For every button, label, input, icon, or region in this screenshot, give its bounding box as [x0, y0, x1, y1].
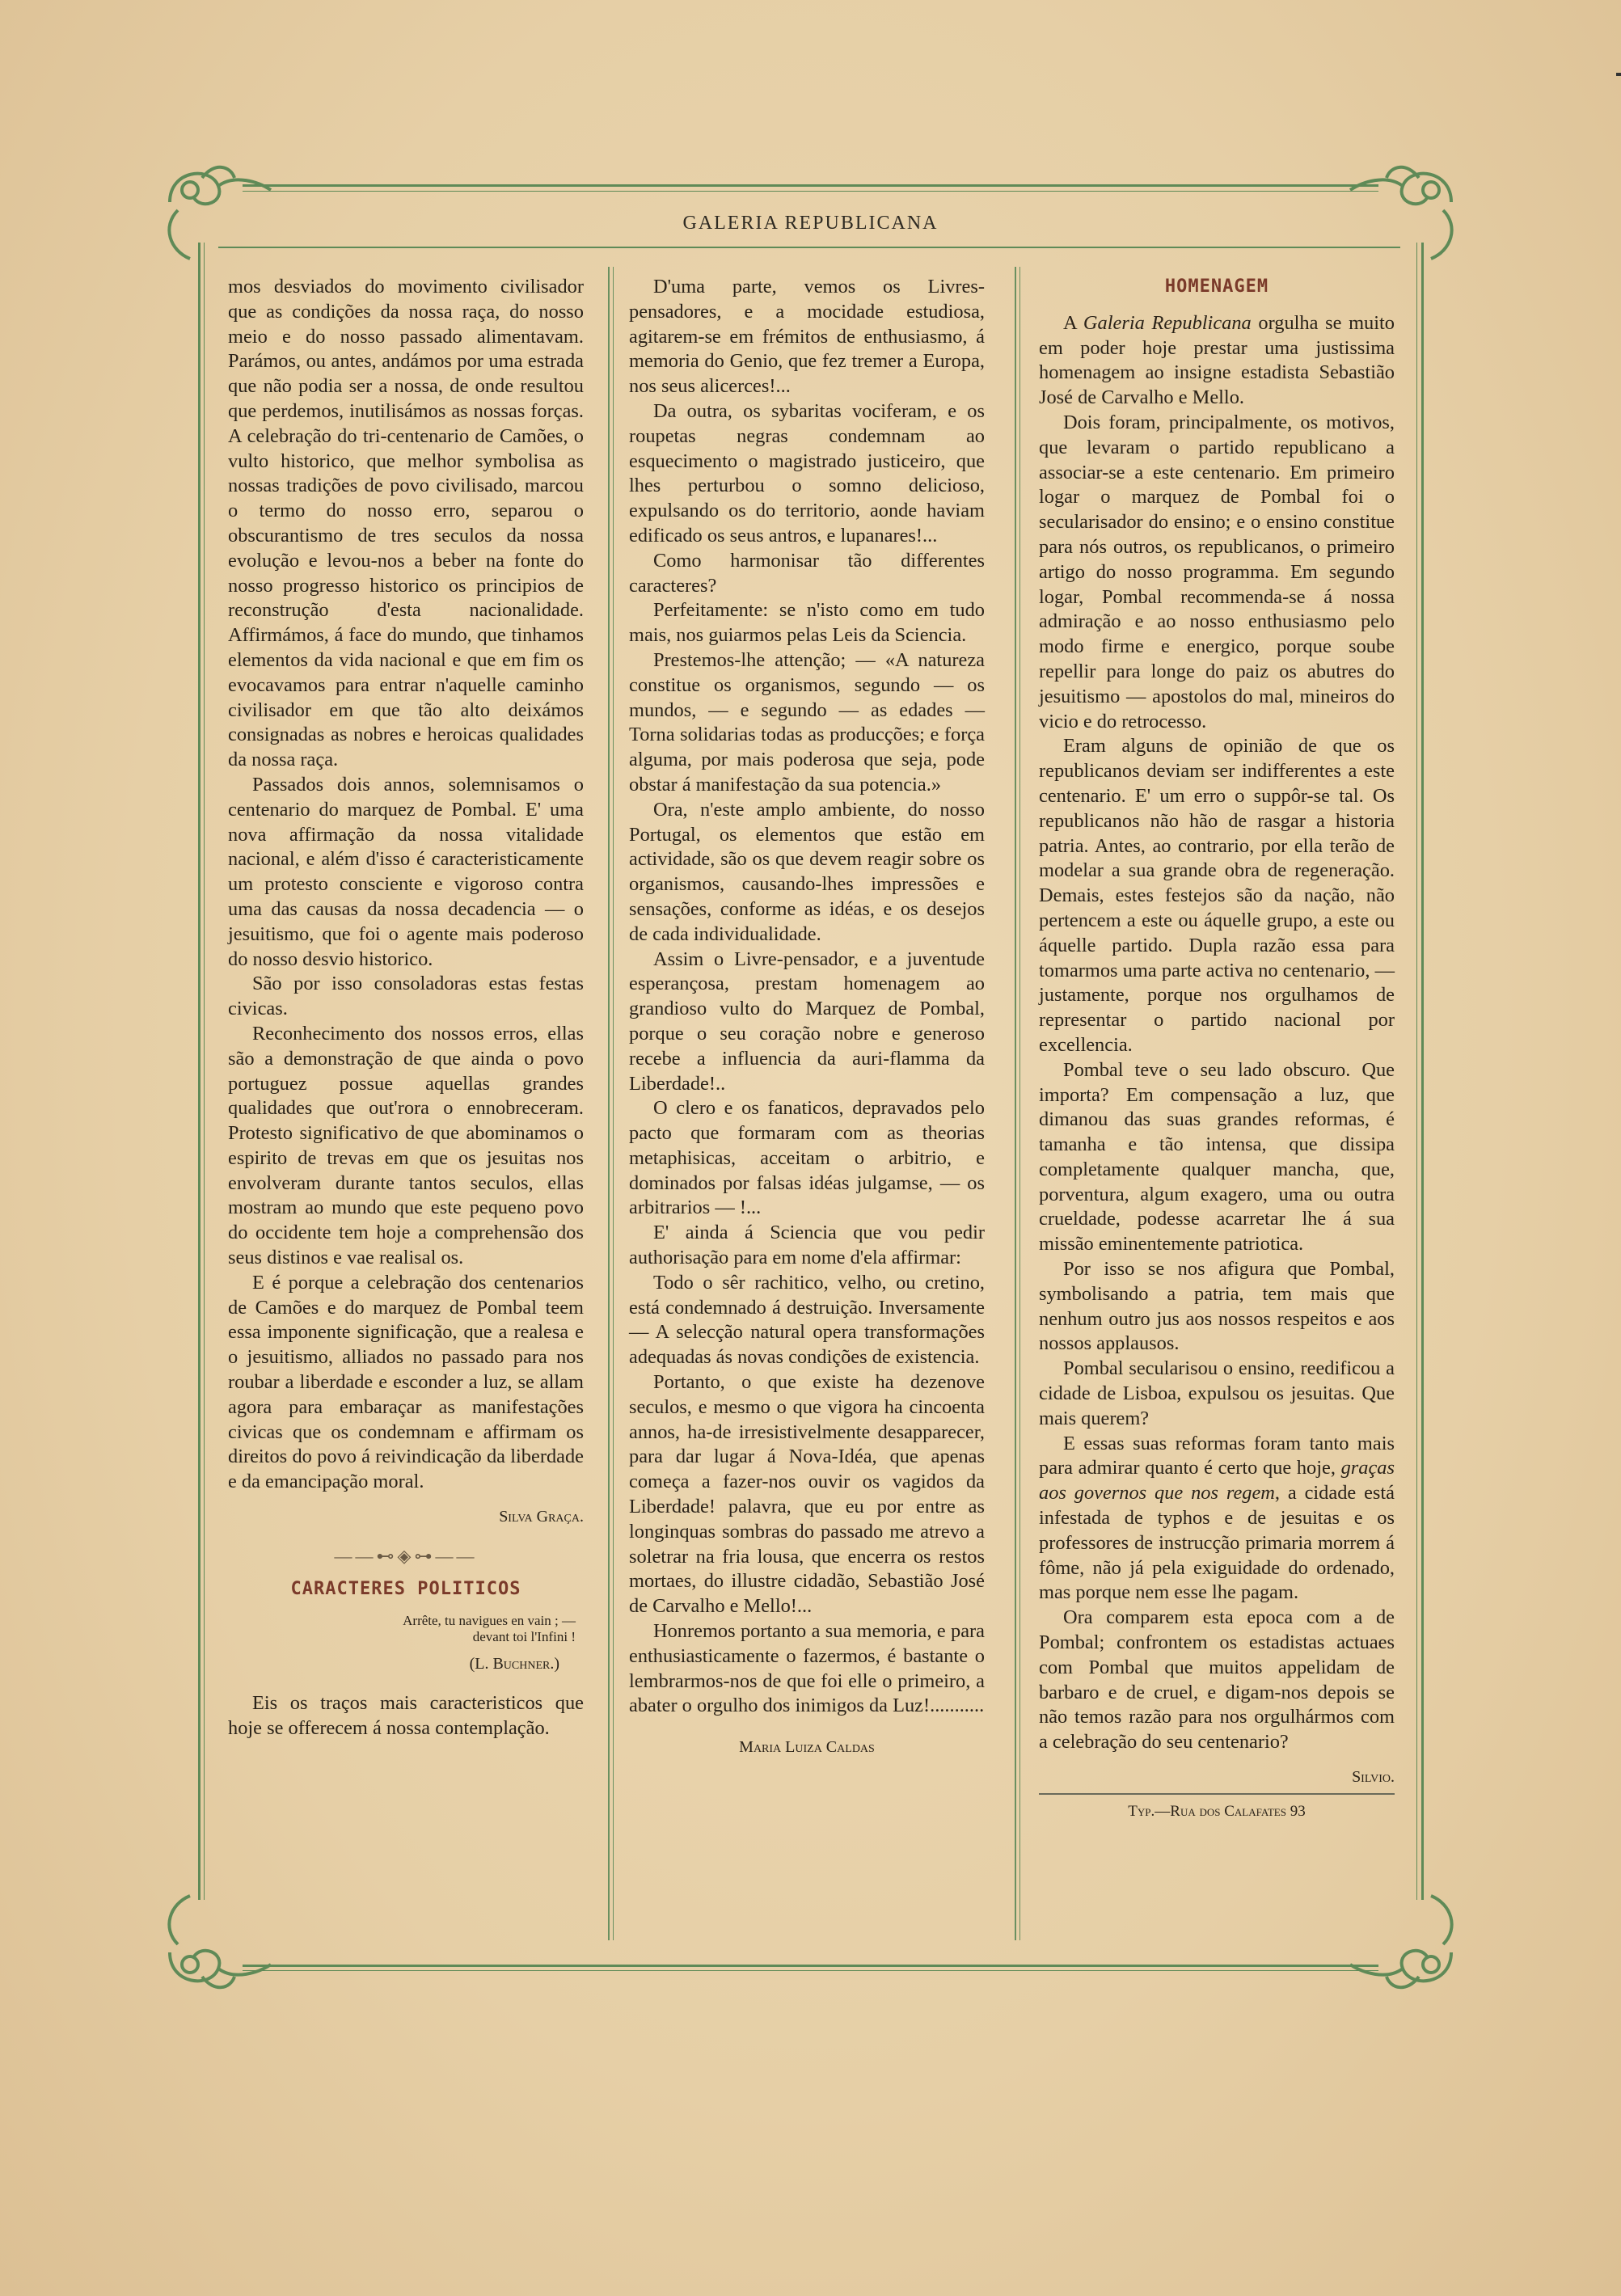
column-divider-1: [608, 267, 610, 1940]
section-title: HOMENAGEM: [1164, 276, 1269, 297]
epigraph-author: (L. Buchner.): [469, 1655, 559, 1673]
section-divider-ornament: ——⊷◈⊶——: [334, 1545, 478, 1566]
paragraph: Honremos portanto a sua memoria, e para enthusiasticamente o fazermos, é bastante o lembrarmos-nos de que foi elle o primeiro, a abater o orgulho dos inimigos da Luz!...........: [629, 1620, 985, 1717]
paragraph: Por isso se nos afigura que Pombal, symbolisando a patria, tem mais que nenhum outro jus aos nossos respeitos e aos nossos applausos.: [1039, 1258, 1395, 1355]
paragraph: Pombal teve o seu lado obscuro. Que importa? Em compensação a luz, que dimanou das suas grandes reformas, é tamanha e tão intensa, que dissipa completamente qualquer mancha, que, porventura, algum exagero, uma ou outra crueldade, podesse acarretar lhe á sua missão eminentemente patriotica.: [1039, 1058, 1395, 1256]
paragraph-intro: [1039, 311, 1395, 411]
paragraph: Dois foram, principalmente, os motivos, que levaram o partido republicano a associar-se a este centenario. Em primeiro logar o marquez de Pombal foi o secularisador do ensino; e o ensino constitue para nós outros, os republicanos, o primeiro artigo do nosso programma. Em segundo logar, Pombal recommenda-se á nossa admiração e ao nosso enthusiasmo pelo modo firme e energico, porque soube repellir para longe do paiz os abutres do jesuitismo — apostolos do mal, mineiros do vicio e do retrocesso.: [1039, 411, 1395, 732]
frame-top-rule-inner: [243, 191, 1378, 192]
intro-rest: orgulha se muito em poder hoje prestar uma justissima homenagem ao insigne estadista Sebastião José de Carvalho e Mello.: [1039, 311, 1395, 409]
author-signature: Maria Luiza Caldas: [739, 1738, 875, 1757]
section-title: CARACTERES POLITICOS: [290, 1578, 521, 1599]
paragraph: Da outra, os sybaritas vociferam, e os roupetas negras condemnam ao esquecimento o magistrado justiceiro, que lhes perturbou o somno delicioso, expulsando os do territorio, aonde haviam edificado os seus antros, e lupanares!...: [629, 399, 985, 547]
corner-ornament-top-left: [154, 154, 275, 267]
frame-below-header-rule: [218, 247, 1400, 248]
paragraph: mos desviados do movimento civilisador que as condições da nossa raça, do nosso meio e do nosso passado alimentavam. Parámos, ou antes, andámos por uma estrada que não podia ser a nossa, de onde resultou que perdemos, inutilisámos as nossas forças. A celebração do tri-centenario de Camões, o vulto historico, que melhor symbolisa as nossas tradições de povo civilisado, marcou o termo do nosso erro, separou o obscurantismo de tres seculos da nossa evolução e levou-nos a beber na fonte do nosso progresso historico os principios de reconstrução d'esta nacionalidade. Affirmámos, á face do mundo, que tinhamos elementos da vida nacional e que em fim os evocavamos para entrar n'aquelle caminho civilisador em que tão alto deixámos consignadas as nobres e heroicas qualidades da nossa raça.: [228, 276, 584, 771]
intro-prefix: A: [1063, 311, 1083, 334]
reforms-italic: graças aos governos que nos regem: [1039, 1457, 1395, 1505]
frame-top-rule: [243, 184, 1378, 187]
paragraph-reforms: [1039, 1432, 1395, 1606]
paragraph: E é porque a celebração dos centenarios de Camões e do marquez de Pombal teem essa imponente significação, que a realesa e o jesuitismo, alliados no passado para nos roubar a liberdade e esconder a luz, se allam agora para embaraçar as manifestações civicas que os condemnam e affirmam os direitos do povo á reivindicação da liberdade e da emancipação moral.: [228, 1271, 584, 1493]
author-signature: Silva Graça.: [499, 1508, 584, 1526]
page-header-title: GALERIA REPUBLICANA: [682, 213, 939, 234]
paragraph: Pombal secularisou o ensino, reedificou a cidade de Lisboa, expulsou os jesuitas. Que mais querem?: [1039, 1357, 1395, 1429]
corner-ornament-top-right: [1346, 154, 1467, 267]
paragraph: Como harmonisar tão differentes caracteres?: [629, 549, 985, 597]
paragraph: São por isso consoladoras estas festas civicas.: [228, 973, 584, 1020]
paragraph: E' ainda á Sciencia que vou pedir authorisação para em nome d'ela affirmar:: [629, 1222, 985, 1269]
paragraph: Passados dois annos, solemnisamos o centenario do marquez de Pombal. E' uma nova affirmação da nossa vitalidade nacional, e além d'isso é caracteristicamente um protesto consciente e vigoroso contra uma das causas da nossa decadencia — o jesuitismo, que foi o agente mais poderoso do nosso desvio historico.: [228, 773, 584, 970]
column-divider-1b: [613, 267, 614, 1940]
frame-bottom-rule: [243, 1965, 1378, 1967]
reforms-before: E essas suas reformas foram tanto mais para admirar quanto é certo que hoje,: [1039, 1432, 1395, 1479]
paragraph: Todo o sêr rachitico, velho, ou cretino, está condemnado á destruição. Inversamente — A selecção natural opera transformações adequadas ás novas condições de existencia.: [629, 1271, 985, 1369]
paragraph: Perfeitamente: se n'isto como em tudo mais, nos guiarmos pelas Leis da Sciencia.: [629, 599, 985, 647]
paragraph: Assim o Livre-pensador, e a juventude esperançosa, prestam homenagem ao grandioso vulto do Marquez de Pombal, porque o seu coração nobre e generoso recebe a influencia da auri-flamma da Liberdade!..: [629, 948, 985, 1095]
paragraph: O clero e os fanaticos, depravados pelo pacto que formaram com as theorias metaphisicas, acceitam o arbitrio, e dominados por falsas idéas julgamse, — os arbitrarios — !...: [629, 1097, 985, 1219]
frame-bottom-rule-inner: [243, 1970, 1378, 1971]
column-1: [228, 275, 584, 1741]
corner-ornament-bottom-right: [1346, 1888, 1467, 2001]
column-2: [629, 275, 985, 1760]
horizontal-rule: [1039, 1793, 1395, 1795]
paragraph: Ora comparem esta epoca com a de Pombal; confrontem os estadistas actuaes com Pombal que muitos appelidam de barbaro e de cruel, e digam-nos depois se não temos razão para nos orgulhármos com a celebração do seu centenario?: [1039, 1606, 1395, 1754]
edge-mark: [1616, 73, 1621, 76]
reforms-after: , a cidade está infestada de typhos e de jesuitas e os professores de instrucção primaria morrem á fôme, não já pela exiguidade do ordenado, mas porque nem esse lhe pagam.: [1039, 1482, 1395, 1604]
corner-ornament-bottom-left: [154, 1888, 275, 2001]
printer-imprint: Typ.—Rua dos Calafates 93: [1128, 1802, 1306, 1820]
paragraph: Reconhecimento dos nossos erros, ellas são a demonstração de que ainda o povo portuguez possue aquellas grandes qualidades que out'rora o ennobreceram. Protesto significativo de que abominamos o espirito de trevas em que os jesuitas nos envolveram durante tantos seculos, ellas mostram ao mundo que este pequeno povo do occidente tem hoje a comprehensão dos seus distinos e vae realisal os.: [228, 1022, 584, 1269]
frame-right-rule: [1421, 243, 1424, 1900]
author-signature: Silvio.: [1352, 1768, 1395, 1787]
frame-right-rule-inner: [1416, 243, 1417, 1900]
frame-left-rule: [198, 243, 201, 1900]
paragraph: Prestemos-lhe attenção; — «A natureza constitue os organismos, segundo — os mundos, — e segundo — as edades — Torna solidarias todas as producções; e força alguma, por mais poderosa que seja, pode obstar á manifestação da sua potencia.»: [629, 648, 985, 796]
paragraph: Eram alguns de opinião de que os republicanos deviam ser indifferentes a este centenario. E' um erro o suppôr-se tal. Os republicanos não hão de rasgar a historia patria. Antes, ao contrario, por ella terão de modelar a sua grande obra de regeneração. Demais, estes festejos são da nação, não pertencem a este ou áquelle grupo, a este ou áquelle partido. Dupla razão essa para tomarmos uma parte activa no centenario, — justamente, porque nos orgulhamos de representar o partido nacional por excellencia.: [1039, 735, 1395, 1056]
paragraph: Eis os traços mais caracteristicos que hoje se offerecem á nossa contemplação.: [228, 1692, 584, 1740]
column-divider-2: [1015, 267, 1016, 1940]
paragraph: Portanto, o que existe ha dezenove seculos, e mesmo o que vigora ha cincoenta annos, ha-de irresistivelmente desapparecer, para dar lugar á Nova-Idéa, que apenas começa a fazer-nos ouvir os vagidos da Liberdade! palavra, que eu por entre as longinquas sombras do passado me atrevo a soletrar na fria lousa, que encerra os restos mortaes, do illustre cidadão, Sebastião José de Carvalho e Mello!...: [629, 1371, 985, 1618]
frame-left-rule-inner: [204, 243, 205, 1900]
paragraph: Ora, n'este amplo ambiente, do nosso Portugal, os elementos que estão em actividade, são os que devem reagir sobre os organismos, causando-lhes impressões e sensações, conforme as idéas, e os desejos de cada individualidade.: [629, 798, 985, 945]
column-divider-2b: [1019, 267, 1020, 1940]
epigraph-line: Arrête, tu navigues en vain ; —: [403, 1613, 576, 1629]
paragraph: D'uma parte, vemos os Livres-pensadores, e a mocidade estudiosa, agitarem-se em frémitos de enthusiasmo, á memoria do Genio, que fez tremer a Europa, nos seus alicerces!...: [629, 276, 985, 398]
publication-name: Galeria Republicana: [1083, 311, 1252, 334]
epigraph-line: devant toi l'Infini !: [472, 1629, 576, 1645]
column-3: [1039, 275, 1395, 1825]
